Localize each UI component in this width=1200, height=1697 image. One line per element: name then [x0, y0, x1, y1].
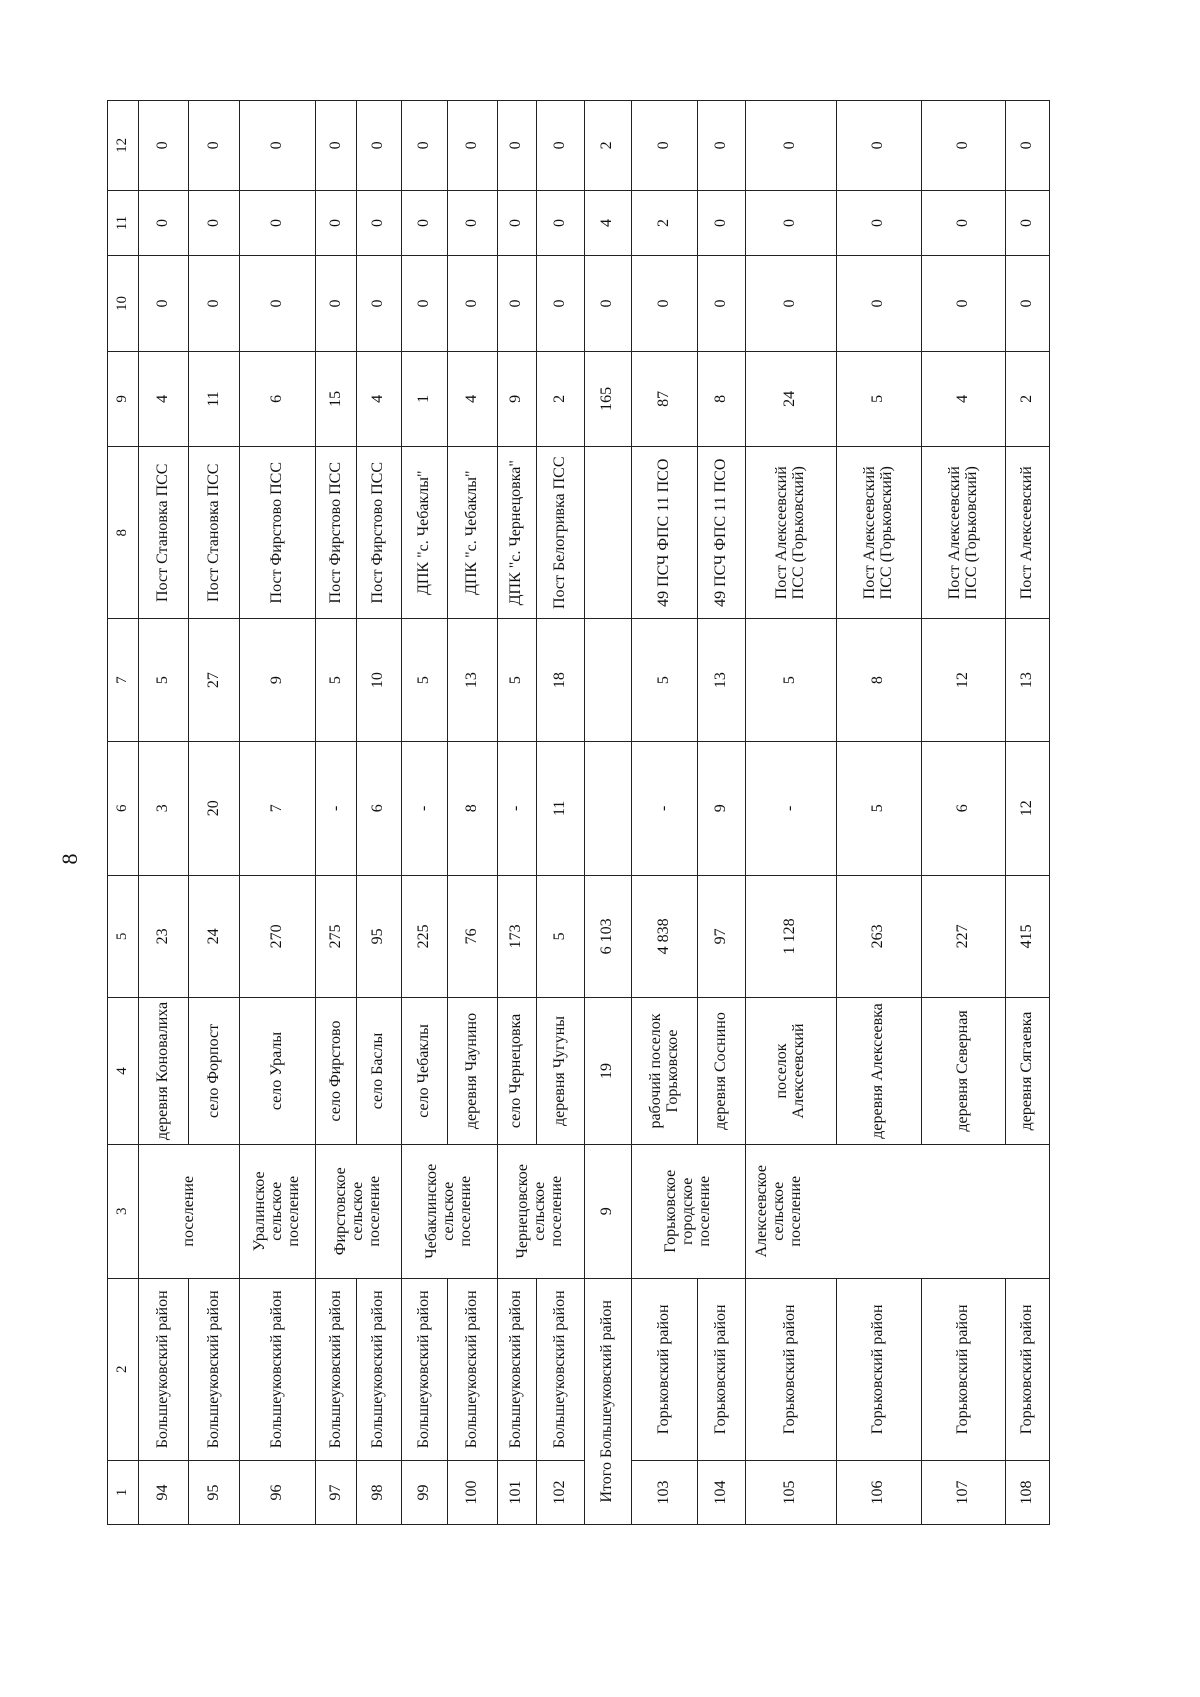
col9-cell: 1: [401, 351, 448, 446]
col7-cell: 5: [139, 619, 189, 741]
col6-cell: 5: [836, 741, 921, 875]
col12-cell: 2: [584, 101, 632, 191]
district-cell: Большеуковский район: [315, 1278, 356, 1460]
col12-cell: 0: [497, 101, 536, 191]
col9-cell: 11: [188, 351, 240, 446]
col11-cell: 2: [632, 190, 698, 256]
population-cell: 6 103: [584, 875, 632, 997]
row-number: 102: [537, 1460, 585, 1524]
col6-cell: [584, 741, 632, 875]
header-cell: 10: [108, 256, 139, 351]
col12-cell: 0: [537, 101, 585, 191]
population-cell: 24: [188, 875, 240, 997]
col12-cell: 0: [745, 101, 836, 191]
locality-cell: 19: [584, 998, 632, 1145]
col12-cell: 0: [1006, 101, 1050, 191]
settlement-cell: Чернецовское сельское поселение: [497, 1144, 584, 1278]
locality-cell: поселок Алексеевский: [745, 998, 836, 1145]
population-cell: 97: [698, 875, 746, 997]
col7-cell: 13: [698, 619, 746, 741]
col11-cell: 0: [698, 190, 746, 256]
fire-unit-cell: Пост Фирстово ПСС: [315, 447, 356, 619]
population-cell: 23: [139, 875, 189, 997]
col11-cell: 0: [537, 190, 585, 256]
row-number: 100: [448, 1460, 498, 1524]
population-cell: 5: [537, 875, 585, 997]
row-number: 97: [315, 1460, 356, 1524]
locality-cell: село Уралы: [240, 998, 315, 1145]
district-cell: Горьковский район: [1006, 1278, 1050, 1460]
row-number: 106: [836, 1460, 921, 1524]
col6-cell: 12: [1006, 741, 1050, 875]
settlement-cell: 9: [584, 1144, 632, 1278]
header-cell: 12: [108, 101, 139, 191]
col12-cell: 0: [357, 101, 401, 191]
header-cell: 7: [108, 619, 139, 741]
col10-cell: 0: [240, 256, 315, 351]
table-row: [188, 101, 240, 1525]
header-cell: 5: [108, 875, 139, 997]
fire-unit-cell: Пост Алексеевский: [1006, 447, 1050, 619]
col7-cell: 9: [240, 619, 315, 741]
total-row: [584, 101, 632, 1525]
population-cell: 1 128: [745, 875, 836, 997]
col10-cell: 0: [698, 256, 746, 351]
settlement-cell: Алексеевское сельское поселение: [745, 1144, 1049, 1278]
table-wrapper: [107, 100, 1050, 1525]
col9-cell: 5: [836, 351, 921, 446]
fire-unit-cell: Пост Алексеевский ПСС (Горьковский): [836, 447, 921, 619]
col9-cell: 8: [698, 351, 746, 446]
locality-cell: деревня Чаунино: [448, 998, 498, 1145]
row-number: 98: [357, 1460, 401, 1524]
col11-cell: 0: [921, 190, 1006, 256]
settlement-cell: Горьковское городское поселение: [632, 1144, 746, 1278]
district-cell: Горьковский район: [745, 1278, 836, 1460]
header-cell: 2: [108, 1278, 139, 1460]
fire-unit-cell: Пост Становка ПСС: [139, 447, 189, 619]
col9-cell: 9: [497, 351, 536, 446]
fire-unit-cell: Пост Становка ПСС: [188, 447, 240, 619]
col7-cell: 5: [632, 619, 698, 741]
col10-cell: 0: [921, 256, 1006, 351]
col10-cell: 0: [836, 256, 921, 351]
header-cell: 3: [108, 1144, 139, 1278]
col7-cell: 12: [921, 619, 1006, 741]
row-number: 103: [632, 1460, 698, 1524]
col9-cell: 24: [745, 351, 836, 446]
col6-cell: 9: [698, 741, 746, 875]
col7-cell: 5: [745, 619, 836, 741]
col10-cell: 0: [632, 256, 698, 351]
col6-cell: -: [632, 741, 698, 875]
col11-cell: 4: [584, 190, 632, 256]
col11-cell: 0: [448, 190, 498, 256]
fire-unit-cell: Пост Фирстово ПСС: [240, 447, 315, 619]
col12-cell: 0: [632, 101, 698, 191]
col6-cell: 6: [921, 741, 1006, 875]
col10-cell: 0: [497, 256, 536, 351]
locality-cell: село Чернецовка: [497, 998, 536, 1145]
locality-cell: деревня Соснино: [698, 998, 746, 1145]
col10-cell: 0: [745, 256, 836, 351]
col12-cell: 0: [240, 101, 315, 191]
row-number: 99: [401, 1460, 448, 1524]
col12-cell: 0: [921, 101, 1006, 191]
population-cell: 275: [315, 875, 356, 997]
settlement-cell: Чебаклинское сельское поселение: [401, 1144, 497, 1278]
col10-cell: 0: [139, 256, 189, 351]
col9-cell: 4: [448, 351, 498, 446]
col11-cell: 0: [1006, 190, 1050, 256]
col6-cell: 7: [240, 741, 315, 875]
col10-cell: 0: [357, 256, 401, 351]
table-row: [1006, 101, 1050, 1525]
col10-cell: 0: [401, 256, 448, 351]
col6-cell: 8: [448, 741, 498, 875]
district-cell: Большеуковский район: [139, 1278, 189, 1460]
col7-cell: [584, 619, 632, 741]
col6-cell: 6: [357, 741, 401, 875]
col11-cell: 0: [836, 190, 921, 256]
col6-cell: 20: [188, 741, 240, 875]
fire-unit-cell: ДПК "с. Чебаклы": [401, 447, 448, 619]
col12-cell: 0: [188, 101, 240, 191]
population-cell: 173: [497, 875, 536, 997]
row-number: 96: [240, 1460, 315, 1524]
district-cell: Большеуковский район: [537, 1278, 585, 1460]
col9-cell: 165: [584, 351, 632, 446]
locality-cell: деревня Коновалиха: [139, 998, 189, 1145]
col10-cell: 0: [584, 256, 632, 351]
col12-cell: 0: [401, 101, 448, 191]
col7-cell: 13: [448, 619, 498, 741]
header-cell: 1: [108, 1460, 139, 1524]
col9-cell: 87: [632, 351, 698, 446]
table-row: [632, 101, 698, 1525]
col7-cell: 5: [315, 619, 356, 741]
district-cell: Большеуковский район: [240, 1278, 315, 1460]
col9-cell: 4: [921, 351, 1006, 446]
col7-cell: 5: [401, 619, 448, 741]
locality-cell: село Баслы: [357, 998, 401, 1145]
table-row: [698, 101, 746, 1525]
population-cell: 95: [357, 875, 401, 997]
col12-cell: 0: [315, 101, 356, 191]
col12-cell: 0: [698, 101, 746, 191]
col6-cell: 3: [139, 741, 189, 875]
col10-cell: 0: [188, 256, 240, 351]
col11-cell: 0: [188, 190, 240, 256]
row-number: 101: [497, 1460, 536, 1524]
district-cell: Большеуковский район: [497, 1278, 536, 1460]
row-number: 94: [139, 1460, 189, 1524]
fire-unit-cell: ДПК "с. Чернецовка": [497, 447, 536, 619]
district-cell: Горьковский район: [921, 1278, 1006, 1460]
col7-cell: 8: [836, 619, 921, 741]
header-cell: 9: [108, 351, 139, 446]
locality-cell: деревня Алексеевка: [836, 998, 921, 1145]
col6-cell: -: [401, 741, 448, 875]
district-cell: Большеуковский район: [448, 1278, 498, 1460]
locality-cell: деревня Северная: [921, 998, 1006, 1145]
table-row: [836, 101, 921, 1525]
col10-cell: 0: [1006, 256, 1050, 351]
header-cell: 6: [108, 741, 139, 875]
row-number: 104: [698, 1460, 746, 1524]
population-cell: 415: [1006, 875, 1050, 997]
col7-cell: 10: [357, 619, 401, 741]
fire-unit-cell: Пост Фирстово ПСС: [357, 447, 401, 619]
district-cell: Горьковский район: [698, 1278, 746, 1460]
row-number: 108: [1006, 1460, 1050, 1524]
district-cell: Большеуковский район: [188, 1278, 240, 1460]
col11-cell: 0: [240, 190, 315, 256]
col9-cell: 4: [139, 351, 189, 446]
col9-cell: 2: [537, 351, 585, 446]
col7-cell: 27: [188, 619, 240, 741]
col7-cell: 5: [497, 619, 536, 741]
locality-cell: деревня Сягаевка: [1006, 998, 1050, 1145]
header-cell: 8: [108, 447, 139, 619]
row-number: 105: [745, 1460, 836, 1524]
fire-unit-cell: Пост Алексеевский ПСС (Горьковский): [921, 447, 1006, 619]
locality-cell: село Фирстово: [315, 998, 356, 1145]
col7-cell: 18: [537, 619, 585, 741]
locality-cell: деревня Чугуны: [537, 998, 585, 1145]
table-row: [315, 101, 356, 1525]
col9-cell: 15: [315, 351, 356, 446]
col12-cell: 0: [448, 101, 498, 191]
col9-cell: 2: [1006, 351, 1050, 446]
header-cell: 4: [108, 998, 139, 1145]
district-cell: Большеуковский район: [357, 1278, 401, 1460]
col11-cell: 0: [745, 190, 836, 256]
fire-unit-cell: 49 ПСЧ ФПС 11 ПСО: [698, 447, 746, 619]
col6-cell: -: [315, 741, 356, 875]
col6-cell: -: [497, 741, 536, 875]
locality-cell: село Чебаклы: [401, 998, 448, 1145]
population-cell: 270: [240, 875, 315, 997]
table-row: [401, 101, 448, 1525]
table-row: [921, 101, 1006, 1525]
col10-cell: 0: [448, 256, 498, 351]
total-label: Итого Большеуковский район: [584, 1278, 632, 1524]
population-cell: 225: [401, 875, 448, 997]
header-row: [108, 101, 139, 1525]
col11-cell: 0: [139, 190, 189, 256]
population-cell: 4 838: [632, 875, 698, 997]
table-row: [240, 101, 315, 1525]
locality-cell: рабочий поселок Горьковское: [632, 998, 698, 1145]
population-cell: 263: [836, 875, 921, 997]
col11-cell: 0: [401, 190, 448, 256]
table-row: [497, 101, 536, 1525]
col10-cell: 0: [537, 256, 585, 351]
col7-cell: 13: [1006, 619, 1050, 741]
col11-cell: 0: [497, 190, 536, 256]
fire-unit-cell: [584, 447, 632, 619]
col6-cell: -: [745, 741, 836, 875]
col10-cell: 0: [315, 256, 356, 351]
header-cell: 11: [108, 190, 139, 256]
col9-cell: 4: [357, 351, 401, 446]
settlement-cell: Фирстовское сельское поселение: [315, 1144, 401, 1278]
col11-cell: 0: [315, 190, 356, 256]
col12-cell: 0: [139, 101, 189, 191]
locality-cell: село Форпост: [188, 998, 240, 1145]
table-row: [537, 101, 585, 1525]
settlement-cell: поселение: [139, 1144, 240, 1278]
col6-cell: 11: [537, 741, 585, 875]
row-number: 95: [188, 1460, 240, 1524]
settlement-cell: Уралинское сельское поселение: [240, 1144, 315, 1278]
population-cell: 227: [921, 875, 1006, 997]
table-row: [448, 101, 498, 1525]
fire-unit-cell: 49 ПСЧ ФПС 11 ПСО: [632, 447, 698, 619]
district-cell: Большеуковский район: [401, 1278, 448, 1460]
table-row: [357, 101, 401, 1525]
coverage-table: [107, 100, 1050, 1525]
col12-cell: 0: [836, 101, 921, 191]
row-number: 107: [921, 1460, 1006, 1524]
col9-cell: 6: [240, 351, 315, 446]
col11-cell: 0: [357, 190, 401, 256]
fire-unit-cell: Пост Алексеевский ПСС (Горьковский): [745, 447, 836, 619]
page-number: 8: [57, 853, 82, 865]
table-row: [139, 101, 189, 1525]
population-cell: 76: [448, 875, 498, 997]
district-cell: Горьковский район: [632, 1278, 698, 1460]
table-row: [745, 101, 836, 1525]
district-cell: Горьковский район: [836, 1278, 921, 1460]
fire-unit-cell: ДПК "с. Чебаклы": [448, 447, 498, 619]
fire-unit-cell: Пост Белогривка ПСС: [537, 447, 585, 619]
